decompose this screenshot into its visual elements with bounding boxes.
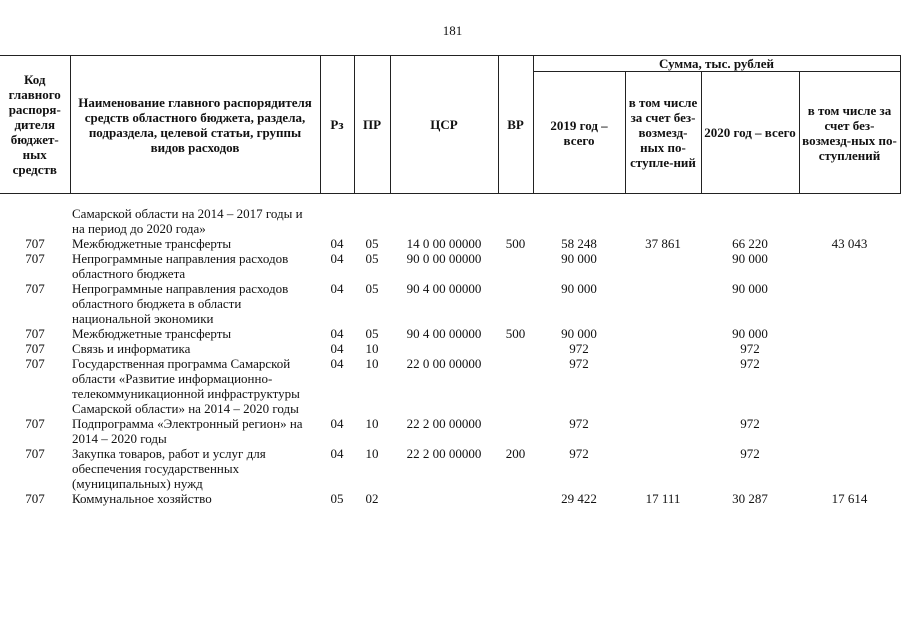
header-name: Наименование главного распорядителя средств областного бюджета, раздела, подраздела, целевой статьи, группы видов расходов (70, 56, 320, 194)
page-number: 181 (442, 23, 463, 38)
table-row (0, 251, 900, 281)
cell-name: Закупка товаров, работ и услуг для обеспечения государственных (муниципальных) нужд (72, 446, 266, 491)
cell-vr: 500 (505, 236, 526, 251)
cell-2020: 972 (740, 446, 760, 461)
cell-2020 (701, 206, 799, 236)
cell-name: Коммунальное хозяйство (72, 491, 212, 506)
cell-2020-free: 17 614 (831, 491, 868, 506)
page-edge (0, 612, 160, 613)
cell-2020-free (799, 251, 900, 281)
cell-pr: 05 (365, 326, 379, 341)
cell-name: Государственная программа Самарской области «Развитие информационно-телекоммуникационной инфраструктуры Самарской области» на 2014 – 2020 годы (72, 356, 300, 416)
table-row (0, 281, 900, 326)
table-row (0, 356, 900, 416)
cell-2019: 90 000 (561, 326, 597, 341)
cell-vr (498, 281, 533, 326)
header-2019-free: в том числе за счет без-возмезд-ных по-ступле-ний (625, 72, 701, 194)
cell-csr (390, 341, 498, 356)
cell-name: Непрограммные направления расходов областного бюджета в области национальной экономики (72, 281, 289, 326)
cell-2019 (533, 206, 625, 236)
cell-2020-free (799, 326, 900, 341)
cell-pr (354, 206, 390, 236)
cell-2019-free (625, 326, 701, 341)
cell-vr (498, 416, 533, 446)
table-row (0, 206, 900, 236)
table-row (0, 491, 900, 506)
cell-2020-free (799, 356, 900, 416)
cell-name: Межбюджетные трансферты (72, 236, 232, 251)
cell-vr (498, 251, 533, 281)
table-row (0, 341, 900, 356)
cell-vr (498, 491, 533, 506)
cell-csr: 90 0 00 00000 (406, 251, 482, 266)
cell-2020: 972 (740, 416, 760, 431)
cell-vr: 500 (505, 326, 526, 341)
cell-pr: 10 (365, 356, 379, 371)
cell-pr: 05 (365, 251, 379, 266)
header-vr: ВР (498, 56, 533, 194)
cell-2019-free: 17 111 (645, 491, 681, 506)
cell-2019-free (625, 251, 701, 281)
cell-name: Непрограммные направления расходов областного бюджета (72, 251, 289, 281)
cell-2020: 972 (740, 356, 760, 371)
header-2019-total: 2019 год – всего (533, 72, 625, 194)
table-row (0, 236, 900, 251)
header-pr: ПР (354, 56, 390, 194)
cell-2020-free (799, 341, 900, 356)
cell-code: 707 (25, 281, 45, 296)
cell-2020: 90 000 (732, 326, 768, 341)
cell-vr (498, 341, 533, 356)
cell-code: 707 (25, 251, 45, 266)
cell-2020: 66 220 (732, 236, 768, 251)
cell-pr: 10 (365, 416, 379, 431)
header-csr: ЦСР (390, 56, 498, 194)
cell-rz: 04 (330, 416, 344, 431)
cell-2019-free: 37 861 (645, 236, 681, 251)
cell-name: Межбюджетные трансферты (72, 326, 232, 341)
cell-2020-free (799, 446, 900, 491)
cell-name: Подпрограмма «Электронный регион» на 2014 – 2020 годы (72, 416, 303, 446)
cell-pr: 10 (365, 341, 379, 356)
cell-rz: 04 (330, 236, 344, 251)
cell-2020-free (799, 416, 900, 446)
cell-vr (498, 356, 533, 416)
cell-csr: 22 0 00 00000 (406, 356, 482, 371)
cell-rz: 04 (330, 251, 344, 266)
header-sum-group: Сумма, тыс. рублей (533, 56, 900, 72)
cell-2019-free (625, 281, 701, 326)
cell-code: 707 (25, 446, 45, 461)
cell-csr: 90 4 00 00000 (406, 326, 482, 341)
cell-csr (390, 491, 498, 506)
cell-2020: 90 000 (732, 281, 768, 296)
cell-2020-free (799, 281, 900, 326)
budget-table (0, 55, 901, 506)
cell-rz: 04 (330, 356, 344, 371)
cell-rz (320, 206, 354, 236)
cell-code: 707 (25, 341, 45, 356)
cell-2019-free (625, 341, 701, 356)
cell-2020-free (799, 206, 900, 236)
cell-2019: 972 (569, 446, 589, 461)
header-rz: Рз (320, 56, 354, 194)
cell-2019-free (625, 206, 701, 236)
cell-csr: 22 2 00 00000 (406, 416, 482, 431)
cell-2019: 58 248 (561, 236, 597, 251)
cell-2020-free: 43 043 (831, 236, 868, 251)
cell-pr: 02 (365, 491, 379, 506)
cell-vr: 200 (505, 446, 526, 461)
cell-2019: 29 422 (561, 491, 597, 506)
table-row (0, 326, 900, 341)
cell-2020: 30 287 (732, 491, 768, 506)
cell-rz: 04 (330, 341, 344, 356)
cell-pr: 10 (365, 446, 379, 461)
cell-pr: 05 (365, 281, 379, 296)
cell-rz: 05 (330, 491, 344, 506)
cell-csr: 22 2 00 00000 (406, 446, 482, 461)
header-2020-free: в том числе за счет без-возмезд-ных по-ступлений (799, 72, 900, 194)
cell-2019: 972 (569, 416, 589, 431)
cell-code (0, 206, 70, 236)
cell-csr (390, 206, 498, 236)
cell-2019-free (625, 446, 701, 491)
header-2020-total: 2020 год – всего (701, 72, 799, 194)
cell-pr: 05 (365, 236, 379, 251)
cell-2019: 972 (569, 356, 589, 371)
cell-rz: 04 (330, 326, 344, 341)
cell-code: 707 (25, 326, 45, 341)
cell-2019: 90 000 (561, 281, 597, 296)
cell-2019-free (625, 356, 701, 416)
cell-code: 707 (25, 491, 45, 506)
cell-2020: 972 (740, 341, 760, 356)
cell-code: 707 (25, 356, 45, 371)
cell-rz: 04 (330, 281, 344, 296)
cell-2019: 90 000 (561, 251, 597, 266)
cell-code: 707 (25, 416, 45, 431)
cell-2019-free (625, 416, 701, 446)
header-code: Код главного распоря-дителя бюджет-ных средств (0, 56, 70, 194)
cell-name: Связь и информатика (72, 341, 191, 356)
cell-vr (498, 206, 533, 236)
cell-rz: 04 (330, 446, 344, 461)
cell-name: Самарской области на 2014 – 2017 годы и на период до 2020 года» (72, 206, 303, 236)
cell-code: 707 (25, 236, 45, 251)
cell-csr: 14 0 00 00000 (406, 236, 482, 251)
table-row (0, 416, 900, 446)
table-row (0, 446, 900, 491)
cell-csr: 90 4 00 00000 (406, 281, 482, 296)
cell-2020: 90 000 (732, 251, 768, 266)
cell-2019: 972 (569, 341, 589, 356)
